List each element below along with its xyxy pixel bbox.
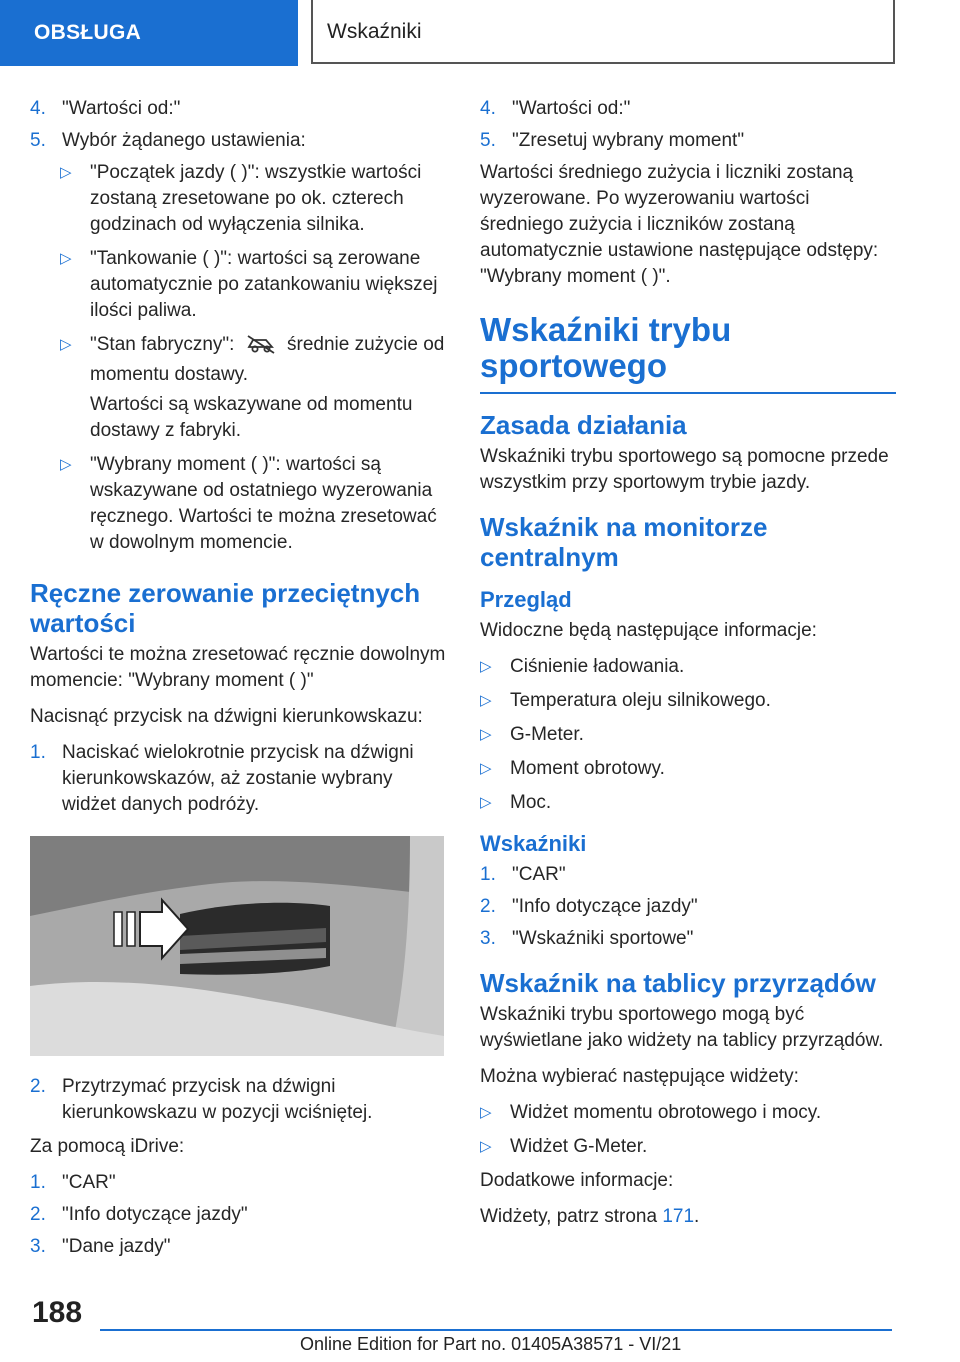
paragraph: Widoczne będą następujące informacje: xyxy=(480,620,817,641)
left-column xyxy=(30,96,450,1266)
page-number: 188 xyxy=(32,1296,83,1329)
triangle-bullet-icon: ▷ xyxy=(60,456,72,473)
paragraph: Wskaźniki trybu sportowego mogą być wyświetlane jako widżety na tablicy przyrządów. xyxy=(480,1004,884,1051)
list-item: ▷ "Tankowanie ( )": wartości są zerowane automatycznie po zatankowaniu większej ilości paliwa. xyxy=(60,248,438,321)
triangle-bullet-icon: ▷ xyxy=(480,760,492,777)
section-tab: OBSŁUGA xyxy=(0,0,298,66)
page-header xyxy=(0,0,960,66)
paragraph: Wskaźniki trybu sportowego są pomocne przede wszystkim przy sportowym trybie jazdy. xyxy=(480,446,889,493)
triangle-bullet-icon: ▷ xyxy=(480,1104,492,1121)
list-item: 5. Wybór żądanego ustawienia: xyxy=(30,130,306,151)
section-heading: Zasada działania xyxy=(480,410,687,440)
list-item: 1. "CAR" xyxy=(30,1172,116,1193)
list-item: ▷ "Początek jazdy ( )": wszystkie wartości zostaną zresetowane po ok. czterech godzinach od wyłączenia silnika. xyxy=(60,162,422,235)
list-item: ▷ "Wybrany moment ( )": wartości są wskazywane od ostatniego wyzerowania ręcznego. Wartości te można zresetować w dowolnym momencie. xyxy=(60,454,437,553)
paragraph: Dodatkowe informacje: xyxy=(480,1170,674,1191)
list-item: ▷ Ciśnienie ładowania. xyxy=(480,654,896,680)
list-item: ▷ Widżet momentu obrotowego i mocy. xyxy=(480,1100,896,1126)
triangle-bullet-icon: ▷ xyxy=(480,794,492,811)
chapter-heading: Wskaźniki trybu sportowego xyxy=(480,312,896,394)
paragraph: Nacisnąć przycisk na dźwigni kierunkowskazu: xyxy=(30,706,423,727)
subsection-heading: Przegląd xyxy=(480,587,572,612)
triangle-bullet-icon: ▷ xyxy=(480,1138,492,1155)
list-item: 4. "Wartości od:" xyxy=(480,98,631,119)
section-heading: Wskaźnik na tablicy przyrządów xyxy=(480,968,876,998)
list-item: 3. "Dane jazdy" xyxy=(30,1236,171,1257)
paragraph: Za pomocą iDrive: xyxy=(30,1136,185,1157)
list-item: ▷ Widżet G-Meter. xyxy=(480,1134,896,1160)
list-item: 3. "Wskaźniki sportowe" xyxy=(480,928,694,949)
triangle-bullet-icon: ▷ xyxy=(480,692,492,709)
footer-divider xyxy=(100,1329,892,1331)
list-item: ▷ Moc. xyxy=(480,790,896,816)
list-item: 2. "Info dotyczące jazdy" xyxy=(30,1204,248,1225)
subsection-heading: Wskaźniki xyxy=(480,831,587,856)
right-column xyxy=(480,96,896,1240)
list-item: ▷ G-Meter. xyxy=(480,722,896,748)
factory-note: Wartości są wskazywane od momentu dostawy z fabryki. xyxy=(90,394,413,441)
page-reference: Widżety, patrz strona 171. xyxy=(480,1206,700,1227)
list-item: 2. "Info dotyczące jazdy" xyxy=(480,896,698,917)
triangle-bullet-icon: ▷ xyxy=(60,250,72,267)
section-heading: Ręczne zerowanie przeciętnych wartości xyxy=(30,578,421,638)
list-item: ▷ Temperatura oleju silnikowego. xyxy=(480,688,896,714)
triangle-bullet-icon: ▷ xyxy=(60,164,72,181)
turn-signal-lever-photo xyxy=(30,836,444,1056)
list-item: 4. "Wartości od:" xyxy=(30,98,181,119)
chapter-title: Wskaźniki xyxy=(311,0,895,64)
edition-text: Online Edition for Part no. 01405A38571 - VI/21 xyxy=(300,1334,682,1354)
list-item: 1. "CAR" xyxy=(480,864,566,885)
list-item: 1. Naciskać wielokrotnie przycisk na dźwigni kierunkowskazów, aż zostanie wybrany widżet danych podróży. xyxy=(30,742,414,815)
list-item: ▷ "Stan fabryczny": średnie zużycie od momentu dostawy. xyxy=(60,334,445,385)
list-item: ▷ Moment obrotowy. xyxy=(480,756,896,782)
triangle-bullet-icon: ▷ xyxy=(480,726,492,743)
car-icon xyxy=(246,334,276,362)
paragraph: Wartości te można zresetować ręcznie dowolnym momencie: "Wybrany moment ( )" xyxy=(30,644,446,691)
triangle-bullet-icon: ▷ xyxy=(480,658,492,675)
page-link[interactable]: 171 xyxy=(662,1206,695,1227)
list-item: 5. "Zresetuj wybrany moment" xyxy=(480,130,745,151)
section-heading: Wskaźnik na monitorze centralnym xyxy=(480,512,768,572)
paragraph: Wartości średniego zużycia i liczniki zostaną wyzerowane. Po wyzerowaniu wartości średniego zużycia i liczników zostaną automatycznie ustawione następujące odstępy: "Wybrany moment ( )". xyxy=(480,162,879,287)
list-item: 2. Przytrzymać przycisk na dźwigni kierunkowskazu w pozycji wciśniętej. xyxy=(30,1076,373,1123)
triangle-bullet-icon: ▷ xyxy=(60,336,72,353)
paragraph: Można wybierać następujące widżety: xyxy=(480,1066,799,1087)
